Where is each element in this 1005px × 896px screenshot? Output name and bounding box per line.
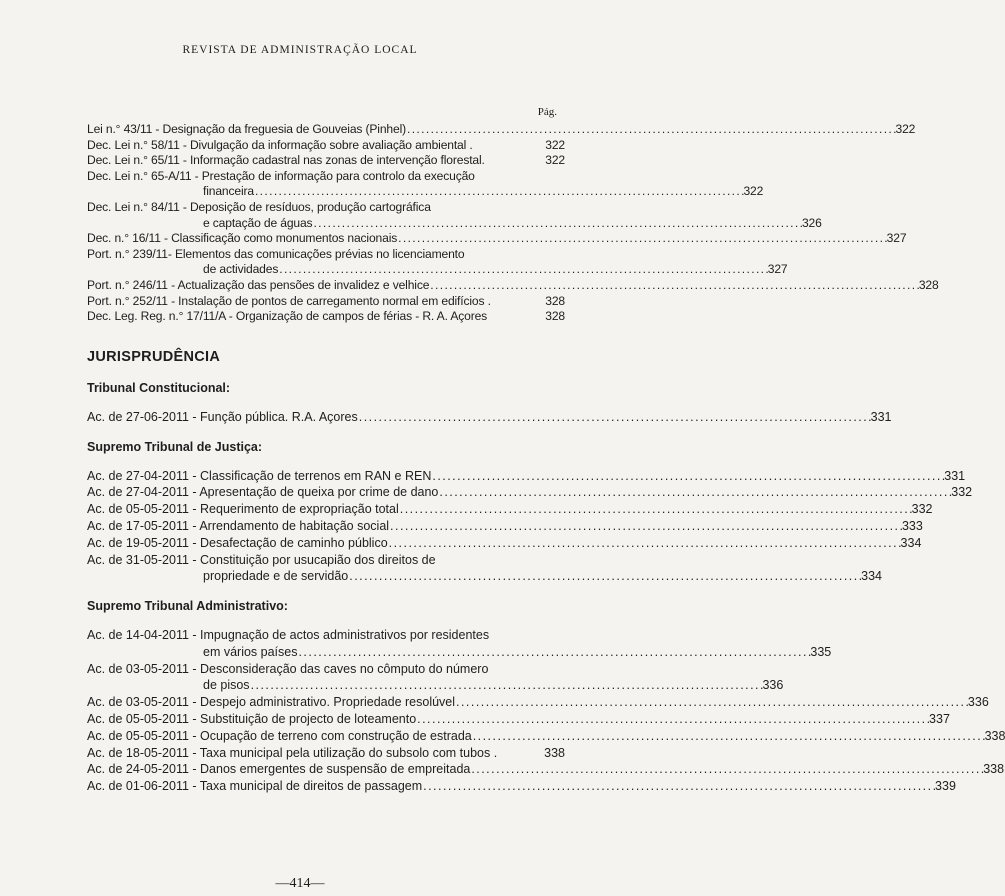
entry-text-line: Ac. de 18-05-2011 - Taxa municipal pela utilização do subsolo com tubos . <box>87 745 498 760</box>
entry-text-line: Lei n.° 43/11 - Designação da freguesia de Gouveias (Pinhel) <box>87 122 406 136</box>
dot-leader <box>423 778 935 795</box>
entry-text-line: Dec. Leg. Reg. n.° 17/11/A - Organização de campos de férias - R. A. Açores <box>87 309 488 324</box>
entry-page-number: 334 <box>861 569 882 584</box>
toc-entry <box>87 501 933 518</box>
legislation-list <box>87 122 939 325</box>
entry-page-number: 327 <box>886 231 907 246</box>
toc-entry <box>87 168 764 200</box>
entry-page-number: 328 <box>918 277 939 292</box>
jurisprudence-courts <box>87 380 1005 795</box>
entry-page-number: 335 <box>810 644 832 659</box>
entry-text-line: Dec. Lei n.° 58/11 - Divulgação da informação sobre avaliação ambiental . <box>87 137 473 152</box>
table-of-contents <box>87 106 1005 795</box>
court-heading: Tribunal Constitucional: <box>87 380 231 395</box>
entry-page-number: 337 <box>929 712 950 727</box>
entry-text-line: propriedade e de servidão <box>203 569 349 584</box>
entry-text-line: Ac. de 03-05-2011 - Desconsideração das caves no cômputo do número <box>87 661 489 676</box>
toc-entry <box>87 294 565 310</box>
entry-page-number: 322 <box>545 153 565 168</box>
toc-entry <box>87 246 788 278</box>
entry-text-line: financeira <box>203 184 254 199</box>
entry-page-number: 327 <box>767 262 788 277</box>
dot-leader <box>407 122 896 138</box>
toc-entry <box>87 199 822 231</box>
toc-entry <box>87 468 966 485</box>
dot-leader <box>473 728 985 745</box>
entry-text-line: Port. n.° 246/11 - Actualização das pensões de invalidez e velhice <box>87 277 430 292</box>
entry-text-line: Ac. de 05-05-2011 - Ocupação de terreno com construção de estrada <box>87 728 472 743</box>
entry-page-number: 336 <box>967 695 989 710</box>
toc-entry <box>87 409 892 426</box>
entry-text-line: Ac. de 27-04-2011 - Classificação de terrenos em RAN e REN <box>87 468 432 483</box>
toc-entry <box>87 711 950 728</box>
entry-page-number: 328 <box>545 309 565 324</box>
dot-leader <box>398 231 887 247</box>
entry-text-line: e captação de águas <box>203 215 313 230</box>
entry-page-number: 332 <box>911 502 933 517</box>
dot-leader <box>389 535 901 552</box>
dot-leader <box>279 262 768 278</box>
entry-text-line: Ac. de 27-04-2011 - Apresentação de queixa por crime de dano <box>87 485 439 500</box>
dot-leader <box>417 711 929 728</box>
entry-page-number: 338 <box>984 728 1005 743</box>
entry-page-number: 333 <box>901 518 923 533</box>
toc-entry <box>87 552 882 586</box>
entry-page-number: 338 <box>544 745 565 760</box>
toc-entry <box>87 231 907 247</box>
toc-entry <box>87 518 923 535</box>
dot-leader <box>313 216 802 232</box>
entry-text-line: Dec. Lei n.° 65/11 - Informação cadastral nas zonas de intervenção florestal. <box>87 153 485 168</box>
toc-entry <box>87 484 973 501</box>
toc-entry <box>87 122 916 138</box>
entry-text-line: Ac. de 05-05-2011 - Substituição de projecto de loteamento <box>87 712 417 727</box>
entry-page-number: 322 <box>895 122 916 136</box>
dot-leader <box>432 468 944 485</box>
court-heading: Supremo Tribunal de Justiça: <box>87 439 263 454</box>
dot-leader <box>471 761 983 778</box>
entry-text-line: de actividades <box>203 262 279 277</box>
dot-leader <box>430 278 919 294</box>
dot-leader <box>400 501 912 518</box>
entry-page-number: 336 <box>762 678 784 693</box>
entry-text-line: Ac. de 31-05-2011 - Constituição por usucapião dos direitos de <box>87 552 436 567</box>
entry-page-number: 339 <box>935 779 956 794</box>
page-column-label: Pág. <box>537 106 557 118</box>
entry-text-line: Ac. de 05-05-2011 - Requerimento de expropriação total <box>87 502 399 517</box>
entry-page-number: 326 <box>801 215 822 230</box>
entry-text-line: de pisos <box>203 678 250 693</box>
entry-text-line: Ac. de 01-06-2011 - Taxa municipal de direitos de passagem <box>87 779 423 794</box>
toc-entry <box>87 728 1005 745</box>
toc-entry <box>87 694 989 711</box>
running-header: REVISTA DE ADMINISTRAÇÃO LOCAL <box>182 44 418 56</box>
entry-page-number: 328 <box>545 293 565 308</box>
toc-entry <box>87 277 939 294</box>
dot-leader <box>255 184 744 200</box>
dot-leader <box>298 644 810 661</box>
entry-text-line: Ac. de 27-06-2011 - Função pública. R.A. Açores <box>87 409 358 424</box>
entry-text-line: Ac. de 19-05-2011 - Desafectação de caminho público <box>87 535 388 550</box>
toc-entry <box>87 761 1005 778</box>
toc-entry <box>87 778 956 795</box>
entry-page-number: 322 <box>545 137 565 152</box>
dot-leader <box>251 677 763 694</box>
toc-entry <box>87 535 922 552</box>
toc-entry <box>87 309 565 325</box>
toc-entry <box>87 153 565 169</box>
entry-text-line: Ac. de 24-05-2011 - Danos emergentes de suspensão de empreitada <box>87 762 471 777</box>
toc-entry <box>87 138 565 154</box>
entry-text-line: Port. n.° 252/11 - Instalação de pontos de carregamento normal em edifícios . <box>87 293 491 308</box>
toc-entry <box>87 661 784 695</box>
entry-page-number: 322 <box>743 184 764 199</box>
entry-page-number: 331 <box>870 409 892 424</box>
entry-text-line: Ac. de 17-05-2011 - Arrendamento de habitação social <box>87 518 390 533</box>
entry-text-line: Ac. de 03-05-2011 - Despejo administrativo. Propriedade resolúvel <box>87 695 456 710</box>
entry-text-line: Dec. n.° 16/11 - Classificação como monumentos nacionais <box>87 231 398 246</box>
section-title-jurisprudence: JURISPRUDÊNCIA <box>87 348 221 365</box>
entry-text-line: Ac. de 14-04-2011 - Impugnação de actos administrativos por residentes <box>87 628 490 643</box>
entry-text-line: Port. n.° 239/11- Elementos das comunicações prévias no licenciamento <box>87 246 465 261</box>
toc-entry <box>87 627 832 661</box>
entry-page-number: 331 <box>944 468 966 483</box>
page-number: —414— <box>275 876 325 891</box>
dot-leader <box>390 518 902 535</box>
entry-page-number: 334 <box>900 535 922 550</box>
entry-text-line: Dec. Lei n.° 84/11 - Deposição de resíduos, produção cartográfica <box>87 199 431 214</box>
court-heading: Supremo Tribunal Administrativo: <box>87 599 288 614</box>
dot-leader <box>439 484 951 501</box>
entry-text-line: Dec. Lei n.° 65-A/11 - Prestação de informação para controlo da execução <box>87 168 475 183</box>
entry-text-line: em vários países <box>203 644 298 659</box>
dot-leader <box>349 568 861 585</box>
toc-entry <box>87 745 565 762</box>
dot-leader <box>359 409 871 426</box>
entry-page-number: 332 <box>951 485 973 500</box>
dot-leader <box>456 694 968 711</box>
entry-page-number: 338 <box>983 762 1005 777</box>
